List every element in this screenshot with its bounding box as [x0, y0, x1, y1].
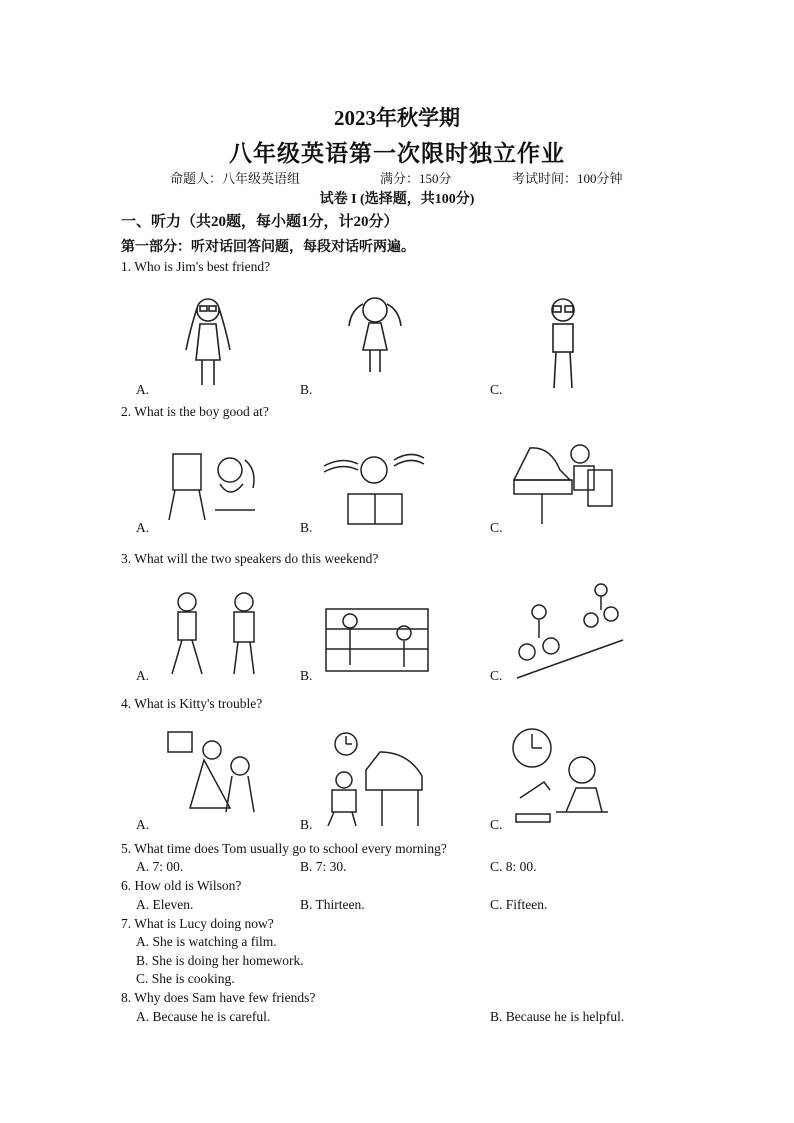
- q1-option-c: C.: [490, 382, 503, 397]
- q2-option-a: A.: [136, 520, 150, 535]
- q8-option-b: B. Because he is helpful.: [490, 1009, 625, 1024]
- boy-with-glasses-picture: [538, 292, 588, 392]
- singing-picture: [322, 446, 427, 528]
- exam-author: 命题人：八年级英语组: [170, 171, 301, 186]
- watching-tv-picture: [160, 728, 265, 816]
- q3-option-b: B.: [300, 668, 313, 683]
- walking-people-picture: [162, 590, 272, 678]
- q7-option-a: A. She is watching a film.: [136, 934, 277, 949]
- q5-option-c: C. 8: 00.: [490, 859, 537, 874]
- q1-option-a: A.: [136, 382, 150, 397]
- girl-with-pigtails-picture: [345, 290, 405, 380]
- question-6: 6. How old is Wilson?: [121, 878, 242, 893]
- question-5: 5. What time does Tom usually go to school every morning?: [121, 841, 447, 856]
- clock-and-homework-picture: [510, 726, 610, 826]
- q6-option-a: A. Eleven.: [136, 897, 194, 912]
- q5-option-a: A. 7: 00.: [136, 859, 184, 874]
- q7-option-c: C. She is cooking.: [136, 971, 235, 986]
- q4-option-b: B.: [300, 817, 313, 832]
- question-2: 2. What is the boy good at?: [121, 404, 269, 419]
- q3-option-c: C.: [490, 668, 503, 683]
- exam-full-score: 满分：150分: [380, 171, 452, 186]
- exam-title: 八年级英语第一次限时独立作业: [229, 141, 565, 166]
- painting-picture: [165, 440, 265, 522]
- q2-option-b: B.: [300, 520, 313, 535]
- part-heading: 第一部分：听对话回答问题，每段对话听两遍。: [121, 240, 415, 255]
- question-8: 8. Why does Sam have few friends?: [121, 990, 316, 1005]
- q1-option-b: B.: [300, 382, 313, 397]
- q5-option-b: B. 7: 30.: [300, 859, 347, 874]
- q3-option-a: A.: [136, 668, 150, 683]
- shopping-picture: [322, 605, 432, 675]
- q6-option-b: B. Thirteen.: [300, 897, 365, 912]
- exam-term-title: 2023年秋学期: [334, 106, 460, 130]
- question-1: 1. Who is Jim's best friend?: [121, 259, 271, 274]
- q4-option-a: A.: [136, 817, 150, 832]
- question-4: 4. What is Kitty's trouble?: [121, 696, 263, 711]
- q8-option-a: A. Because he is careful.: [136, 1009, 271, 1024]
- question-7: 7. What is Lucy doing now?: [121, 916, 274, 931]
- girl-with-glasses-picture: [178, 290, 238, 390]
- piano-picture: [510, 440, 620, 525]
- q2-option-c: C.: [490, 520, 503, 535]
- volume-heading: 试卷 I (选择题，共100分): [319, 192, 475, 207]
- section-heading: 一、听力（共20题，每小题1分，计20分）: [121, 214, 399, 230]
- clock-and-piano-picture: [322, 730, 427, 828]
- question-3: 3. What will the two speakers do this weekend?: [121, 551, 379, 566]
- q7-option-b: B. She is doing her homework.: [136, 953, 304, 968]
- q4-option-c: C.: [490, 817, 503, 832]
- cycling-picture: [515, 582, 625, 682]
- q6-option-c: C. Fifteen.: [490, 897, 548, 912]
- exam-time: 考试时间：100分钟: [512, 171, 623, 186]
